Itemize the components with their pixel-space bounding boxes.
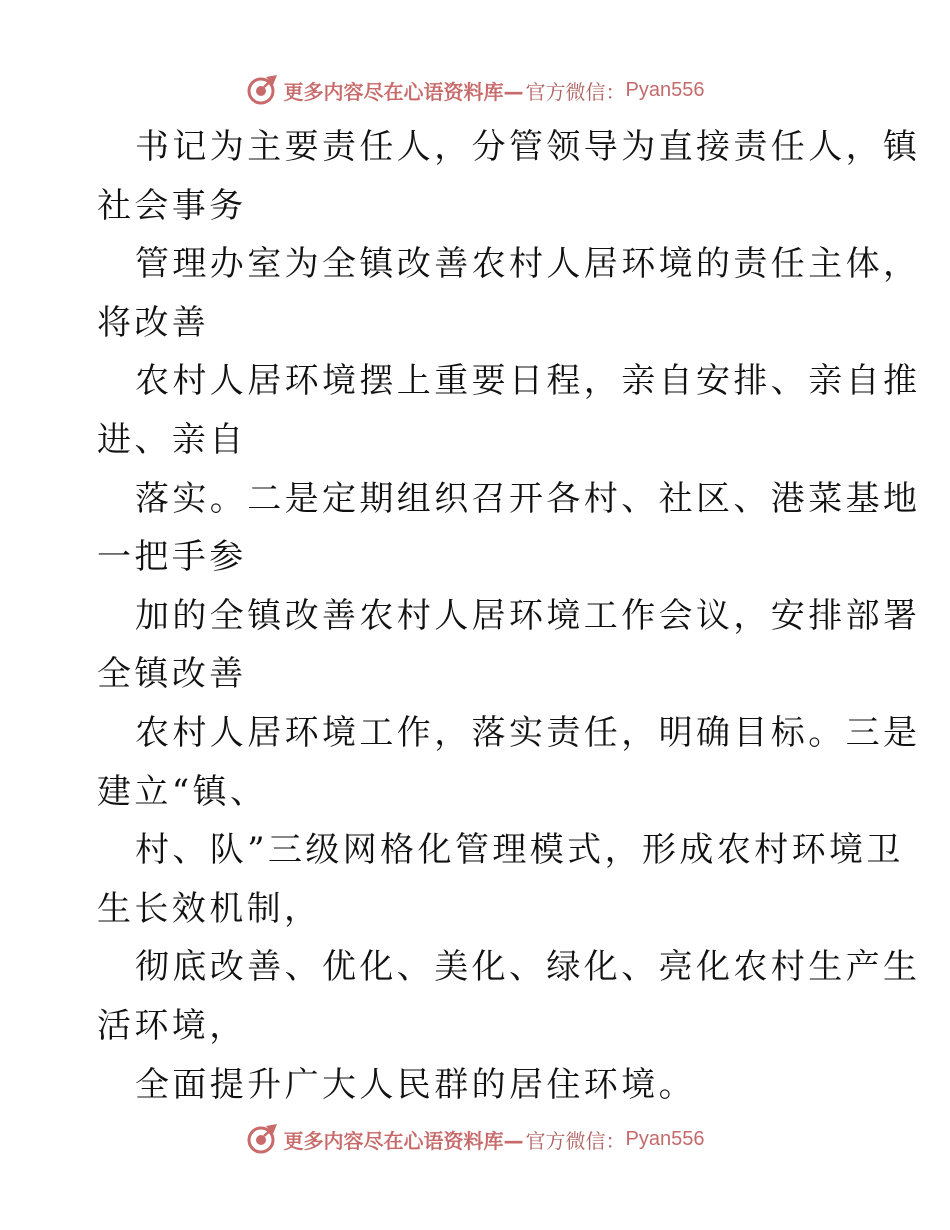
body-line: 加的全镇改善农村人居环境工作会议，安排部署 (135, 595, 921, 636)
document-body (97, 118, 921, 1114)
logo-icon (246, 73, 280, 107)
banner-main-text: 更多内容尽在心语资料库— (283, 1128, 524, 1153)
banner-wechat-id: Pyan556 (625, 1127, 705, 1150)
body-line: 落实。二是定期组织召开各村、社区、港菜基地 (135, 478, 921, 519)
footer-watermark-banner (0, 1119, 950, 1159)
body-line: 全镇改善 (97, 654, 247, 695)
logo-icon (246, 1122, 280, 1156)
body-line: 管理办室为全镇改善农村人居环境的责任主体， (135, 244, 921, 285)
body-line: 书记为主要责任人，分管领导为直接责任人，镇 (135, 127, 921, 167)
body-line: 建立“镇、 (97, 771, 268, 812)
header-watermark-banner (0, 70, 950, 110)
body-line: 社会事务 (97, 185, 247, 226)
body-line: 生长效机制， (97, 888, 322, 929)
body-line: 活环境， (97, 1005, 247, 1046)
body-line: 农村人居环境工作，落实责任，明确目标。三是 (135, 712, 921, 753)
body-line: 将改善 (97, 302, 210, 343)
body-line: 全面提升广大人民群的居住环境。 (135, 1064, 696, 1105)
banner-wechat-id: Pyan556 (625, 78, 705, 101)
body-line: 进、亲自 (97, 419, 247, 460)
banner-wechat-label: 官方微信： (525, 1128, 626, 1153)
body-line: 农村人居环境摆上重要日程，亲自安排、亲自推 (135, 361, 921, 402)
banner-wechat-label: 官方微信： (525, 79, 626, 104)
body-line: 彻底改善、优化、美化、绿化、亮化农村生产生 (135, 947, 921, 988)
banner-main-text: 更多内容尽在心语资料库— (283, 79, 524, 104)
body-line: 一把手参 (97, 537, 247, 578)
body-line: 村、队”三级网格化管理模式，形成农村环境卫 (135, 830, 904, 871)
